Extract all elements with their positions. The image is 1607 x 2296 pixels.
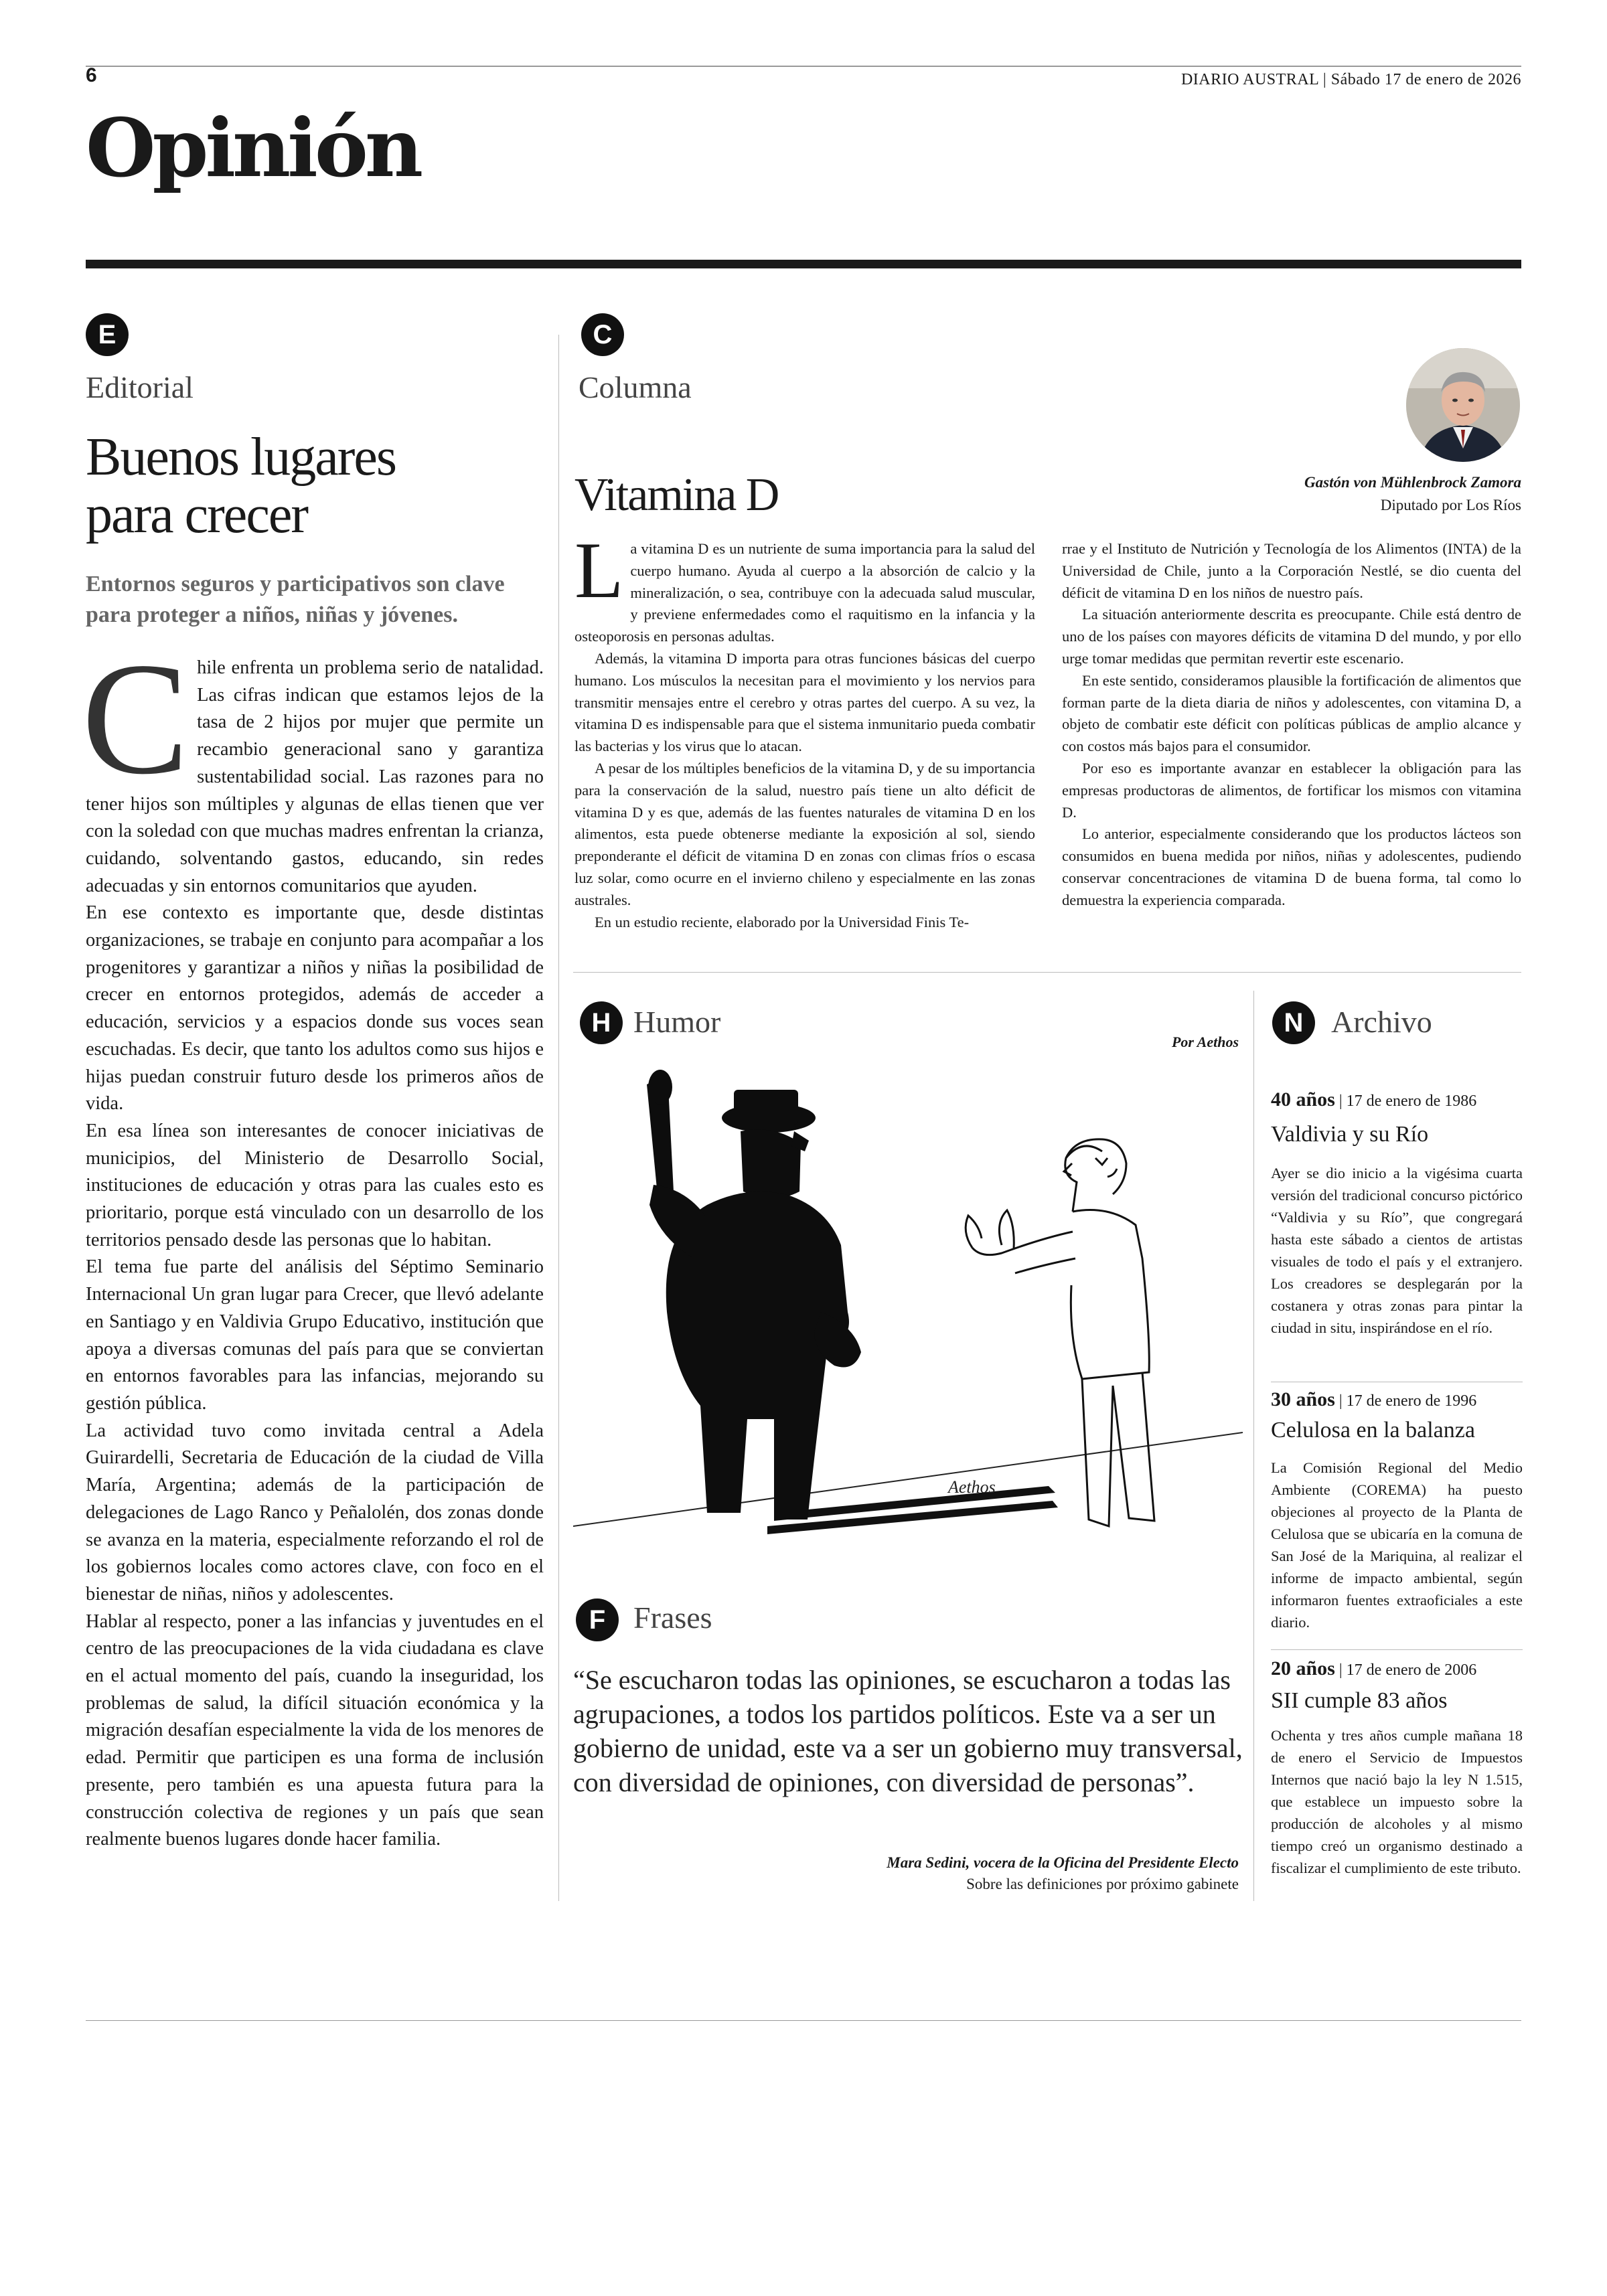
quote-attribution: Mara Sedini, vocera de la Oficina del Presidente Electo	[887, 1854, 1239, 1871]
archivo-date: 17 de enero de 2006	[1346, 1661, 1477, 1679]
column-kicker: Columna	[579, 370, 692, 404]
column-badge: C	[581, 313, 624, 356]
masthead-date: DIARIO AUSTRAL | Sábado 17 de enero de 2026	[1180, 71, 1521, 88]
author-portrait	[1406, 348, 1520, 462]
archivo-years: 40 años	[1271, 1088, 1335, 1111]
cartoon-signature: Aethos	[948, 1477, 996, 1497]
archivo-entry-title: Valdivia y su Río	[1271, 1122, 1429, 1147]
bottom-rule	[86, 2020, 1521, 2021]
column-paragraph: a vitamina D es un nutriente de suma importancia para la salud del cuerpo humano. Ayuda al cuerpo a la absorción de calcio y la mineralización, o sea, contribuye con la adecuada salud muscular, y previene enfermedades como el raquitismo en la infancia y la osteoporosis en personas adultas.	[575, 540, 1035, 645]
editorial-body	[82, 629, 544, 1854]
editorial-paragraph: En esa línea son interesantes de conocer iniciativas de municipios, del Ministerio de Desarrollo Social, instituciones de educación y otras para las cuales esto es prioritario, porque está vinculado con un desarrollo de los territorios pensado desde las personas que lo habitan.	[86, 1120, 544, 1250]
editorial-headline: Buenos lugares para crecer	[86, 428, 396, 545]
column-bottom-rule	[573, 972, 1521, 973]
archivo-date: 17 de enero de 1996	[1346, 1392, 1477, 1410]
column-paragraph: Lo anterior, especialmente considerando que los productos lácteos son consumidos en buena medida por niños, niñas y adolescentes, pudiendo conservar concentraciones de vitamina D de buena forma, tal como lo demuestra la experiencia comparada.	[1062, 825, 1521, 908]
archivo-entry-title: SII cumple 83 años	[1271, 1688, 1448, 1713]
frases-badge: F	[576, 1598, 619, 1641]
column-body-left	[575, 525, 1035, 933]
editorial-paragraph: Hablar al respecto, poner a las infancias y juventudes en el centro de las preocupaciones de la vida ciudadana es clave en el actual momento del país, cuando la inseguridad, los problemas de salud, la difícil situación económica y la migración desafían especialmente la vida de los menores de edad. Permitir que participen es una forma de inclusión presente, pero también es una apuesta futura para la construcción colectiva de regiones y un país que sean realmente buenos lugares donde hacer familia.	[86, 1611, 544, 1850]
archivo-entry-header: 30 años | 17 de enero de 1996	[1271, 1388, 1477, 1410]
quote-context: Sobre las definiciones por próximo gabinete	[966, 1876, 1239, 1892]
column-drop-cap: L	[575, 525, 624, 614]
section-rule	[86, 260, 1521, 268]
archivo-date: 17 de enero de 1986	[1346, 1092, 1477, 1110]
page-number: 6	[86, 64, 97, 86]
editorial-subtitle: Entornos seguros y participativos son clave para proteger a niños, niñas y jóvenes.	[86, 572, 505, 627]
newspaper-name: DIARIO AUSTRAL	[1180, 71, 1319, 88]
archivo-years: 30 años	[1271, 1388, 1335, 1410]
archivo-entry-title: Celulosa en la balanza	[1271, 1418, 1475, 1443]
archivo-entry-body: Ayer se dio inicio a la vigésima cuarta versión del tradicional concurso pictórico “Valdivia y su Río”, que congregará hasta este sábado a cientos de artistas visuales de todo el país y el extranjero. Los creadores se desplegarán por la costanera y otras zonas para pintar la ciudad in situ, inspirándose en el río.	[1271, 1165, 1523, 1336]
column-paragraph: La situación anteriormente descrita es preocupante. Chile está dentro de uno de los países con mayores déficits de vitamina D del mundo, y por ello urge tomar medidas que permitan revertir este escenario.	[1062, 606, 1521, 667]
editorial-badge: E	[86, 313, 129, 356]
archivo-divider	[1253, 991, 1254, 1901]
archivo-badge: N	[1272, 1001, 1315, 1044]
quote-text: “Se escucharon todas las opiniones, se escucharon a todas las agrupaciones, a todos los partidos políticos. Este va a ser un gobierno de unidad, este va a ser un gobierno muy transversal, con diversidad de opiniones, con diversidad de personas”.	[573, 1665, 1243, 1797]
editorial-paragraph: El tema fue parte del análisis del Séptimo Seminario Internacional Un gran lugar para Crecer, que llevó adelante en Santiago y en Valdivia Grupo Educativo, institución que apoya a diversas comunas del país para que se conviertan en entornos favorables para las infancias, mejorando su gestión pública.	[86, 1256, 544, 1414]
cartoon-man	[966, 1139, 1154, 1526]
cartoon	[573, 1058, 1243, 1566]
column-paragraph: En un estudio reciente, elaborado por la Universidad Finis Te-	[595, 913, 970, 930]
archivo-kicker: Archivo	[1331, 1005, 1432, 1039]
archivo-separator	[1271, 1649, 1523, 1650]
column-divider	[558, 335, 559, 1901]
top-rule	[86, 66, 1521, 67]
column-body-right	[1062, 538, 1521, 912]
column-paragraph: En este sentido, consideramos plausible la fortificación de alimentos que forman parte de la dieta diaria de niños y adolescentes, con vitamina D, a objeto de combatir este déficit con políticas públicas de amplio alcance y con costos más bajos para el consumidor.	[1062, 671, 1521, 755]
archivo-entry-body: Ochenta y tres años cumple mañana 18 de enero el Servicio de Impuestos Internos que nació bajo la ley N 1.515, que establece un impuesto sobre la producción de alcoholes y al mismo tiempo creó un organismo destinado a fiscalizar el cumplimiento de este tributo.	[1271, 1727, 1523, 1876]
editorial-drop-cap: C	[82, 629, 189, 807]
issue-date: Sábado 17 de enero de 2026	[1330, 71, 1521, 88]
cartoon-shadow-figure	[647, 1070, 861, 1520]
cartoon-drawing	[573, 1058, 1243, 1566]
column-paragraph: rrae y el Instituto de Nutrición y Tecnología de los Alimentos (INTA) de la Universidad de Chile, junto a la Corporación Nestlé, se dio cuenta del déficit de vitamina D en los niños de nuestro país.	[1062, 540, 1521, 601]
section-title: Opinión	[86, 101, 420, 195]
humor-kicker: Humor	[633, 1005, 721, 1039]
archivo-entry-body: La Comisión Regional del Medio Ambiente (COREMA) ha puesto objeciones al proyecto de la Planta de Celulosa que se ubicaría en la comuna de San José de la Mariquina, al realizar el informe de impacto ambiental, según informaron fuentes extraoficiales a este diario.	[1271, 1459, 1523, 1631]
author-name: Gastón von Mühlenbrock Zamora	[1304, 474, 1521, 491]
author-photo	[1406, 348, 1520, 462]
column-paragraph: Por eso es importante avanzar en establecer la obligación para las empresas productoras de alimentos, de fortificar los mismos con vitamina D.	[1062, 759, 1521, 821]
editorial-kicker: Editorial	[86, 370, 194, 404]
editorial-paragraph: La actividad tuvo como invitada central a Adela Guirardelli, Secretaria de Educación de la ciudad de Villa María, Argentina; además de la participación de delegaciones de Lago Ranco y Peñalolén, dos zonas donde se avanza en la materia, especialmente reforzando el rol de los gobiernos locales como actores clave, con foco en el bienestar de niñas, niños y adolescentes.	[86, 1420, 544, 1605]
column-paragraph: Además, la vitamina D importa para otras funciones básicas del cuerpo humano. Los músculos la necesitan para el movimiento y los nervios para transmitir mensajes entre el cerebro y otras partes del cuerpo. A su vez, la vitamina D es indispensable para que el sistema inmunitario pueda combatir las bacterias y los virus que lo atacan.	[575, 649, 1035, 755]
editorial-paragraph: hile enfrenta un problema serio de natalidad. Las cifras indican que estamos lejos de la tasa de 2 hijos por mujer que permite un recambio generacional sano y garantiza sustentabilidad social. Las razones para no tener hijos son múltiples y algunas de ellas tienen que ver con la soledad con que muchas madres enfrentan la crianza, cuidando, solventando gastos, educando, sin redes adecuadas y sin entornos comunitarios que ayuden.	[86, 657, 544, 896]
humor-credit: Por Aethos	[1171, 1034, 1239, 1050]
archivo-entry-header: 20 años | 17 de enero de 2006	[1271, 1657, 1477, 1679]
archivo-entry-header: 40 años | 17 de enero de 1986	[1271, 1088, 1477, 1111]
editorial-paragraph: En ese contexto es importante que, desde distintas organizaciones, se trabaje en conjunto para acompañar a los progenitores y garantizar a niños y niñas la posibilidad de crecer en entornos protegidos, además de acceder a educación, servicios y a espacios donde sus voces sean escuchadas. Es decir, que tanto los adultos como sus hijos e hijas puedan construir futuro desde los primeros años de vida.	[86, 902, 544, 1115]
column-headline: Vitamina D	[575, 469, 779, 521]
archivo-years: 20 años	[1271, 1657, 1335, 1679]
humor-badge: H	[580, 1001, 623, 1044]
author-role: Diputado por Los Ríos	[1380, 497, 1521, 513]
column-paragraph: A pesar de los múltiples beneficios de la vitamina D, y de su importancia para la conservación de la salud, nuestro país tiene un alto déficit de vitamina D y es que, además de las fuentes naturales de vitamina D en los alimentos, esta puede obtenerse mediante la exposición al sol, siendo preponderante el déficit de vitamina D en zonas con climas fríos o escasa luz solar, como ocurre en el invierno chileno y especialmente en las zonas australes.	[575, 759, 1035, 908]
frases-kicker: Frases	[633, 1601, 712, 1635]
